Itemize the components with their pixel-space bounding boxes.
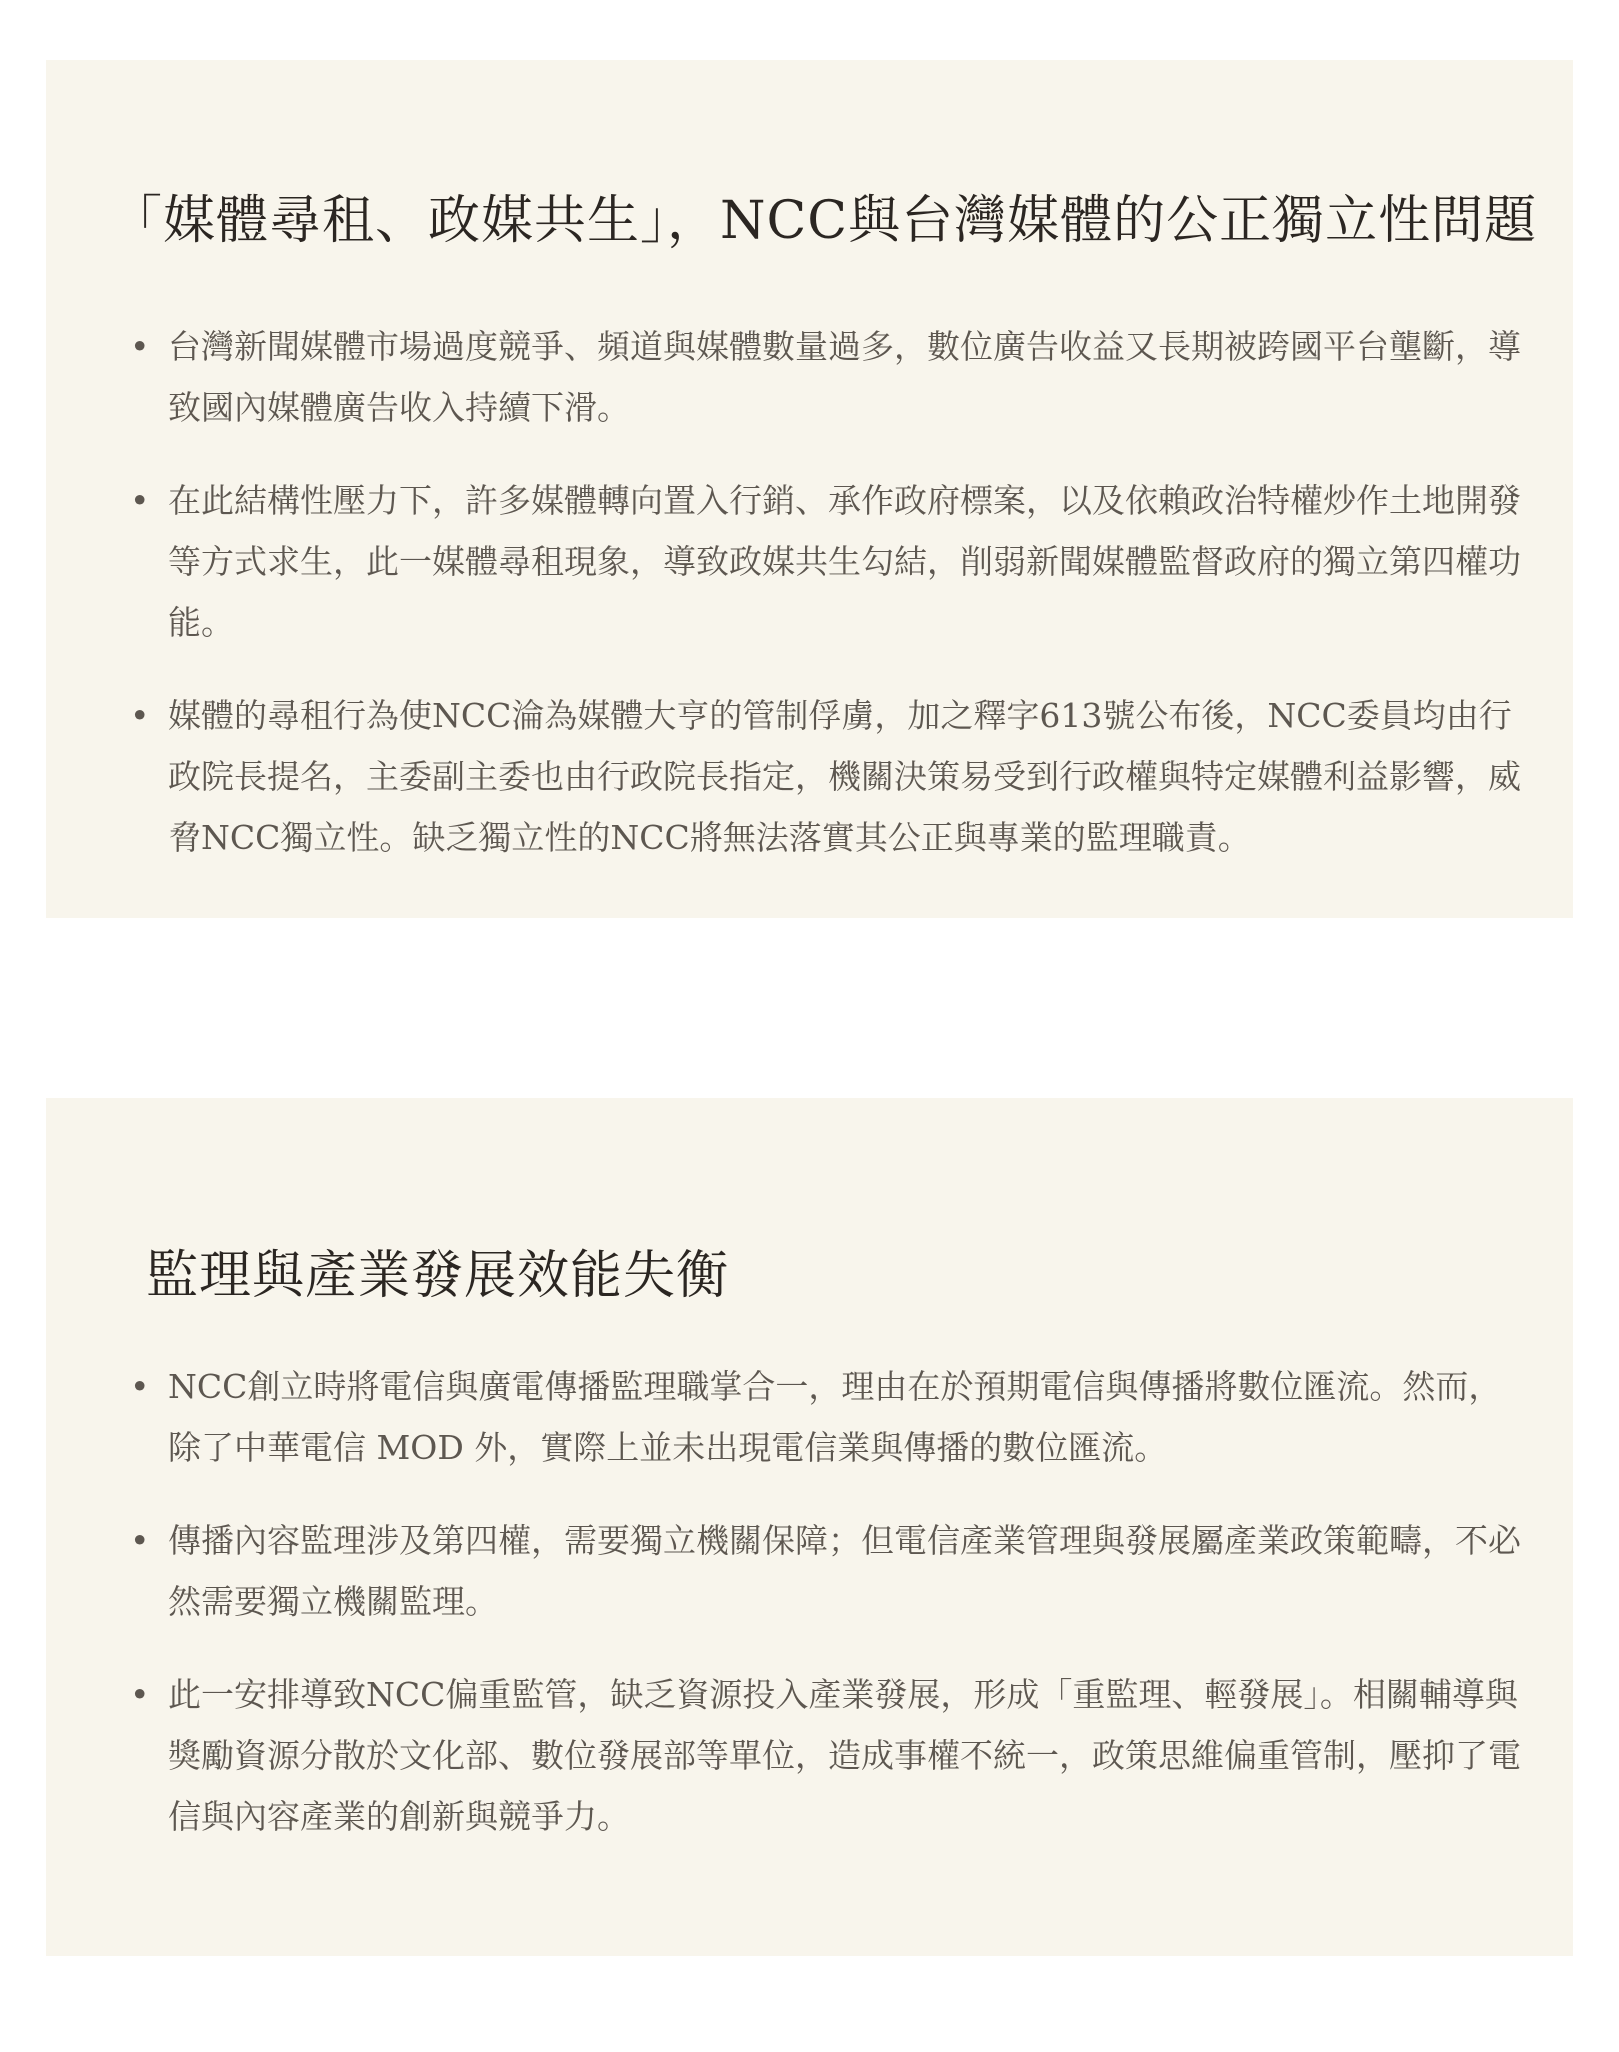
list-item xyxy=(122,685,1534,868)
list-item xyxy=(122,1510,1534,1632)
bullet-text: 此一安排導致NCC偏重監管，缺乏資源投入產業發展，形成「重監理、輕發展」。相關輔導與獎勵資源分散於文化部、數位發展部等單位，造成事權不統一，政策思維偏重管制，壓抑了電信與內容產業的創新與競爭力。 xyxy=(168,1675,1521,1836)
list-item xyxy=(122,470,1534,653)
section-card-regulation-balance xyxy=(46,1098,1573,1956)
list-item xyxy=(122,1664,1534,1847)
bullet-list xyxy=(122,316,1534,900)
bullet-icon: • xyxy=(130,1367,150,1406)
bullet-icon: • xyxy=(130,1521,150,1560)
bullet-icon: • xyxy=(130,1675,150,1714)
bullet-icon: • xyxy=(130,481,150,520)
section-title: 「媒體尋租、政媒共生」，NCC與台灣媒體的公正獨立性問題 xyxy=(110,191,1538,251)
section-title: 監理與產業發展效能失衡 xyxy=(146,1246,730,1306)
bullet-icon: • xyxy=(130,696,150,735)
bullet-text: 媒體的尋租行為使NCC淪為媒體大亨的管制俘虜，加之釋字613號公布後，NCC委員均由行政院長提名，主委副主委也由行政院長指定，機關決策易受到行政權與特定媒體利益影響，威脅NCC獨立性。缺乏獨立性的NCC將無法落實其公正與專業的監理職責。 xyxy=(168,696,1521,857)
list-item xyxy=(122,1356,1534,1478)
bullet-text: 傳播內容監理涉及第四權，需要獨立機關保障；但電信產業管理與發展屬產業政策範疇，不必然需要獨立機關監理。 xyxy=(168,1521,1521,1621)
bullet-list xyxy=(122,1356,1534,1879)
bullet-text: 在此結構性壓力下，許多媒體轉向置入行銷、承作政府標案，以及依賴政治特權炒作土地開發等方式求生，此一媒體尋租現象，導致政媒共生勾結，削弱新聞媒體監督政府的獨立第四權功能。 xyxy=(168,481,1521,642)
bullet-text: NCC創立時將電信與廣電傳播監理職掌合一，理由在於預期電信與傳播將數位匯流。然而，除了中華電信 MOD 外，實際上並未出現電信業與傳播的數位匯流。 xyxy=(168,1367,1502,1467)
section-card-media-independence xyxy=(46,60,1573,918)
list-item xyxy=(122,316,1534,438)
bullet-text: 台灣新聞媒體市場過度競爭、頻道與媒體數量過多，數位廣告收益又長期被跨國平台壟斷，導致國內媒體廣告收入持續下滑。 xyxy=(168,327,1521,427)
bullet-icon: • xyxy=(130,327,150,366)
